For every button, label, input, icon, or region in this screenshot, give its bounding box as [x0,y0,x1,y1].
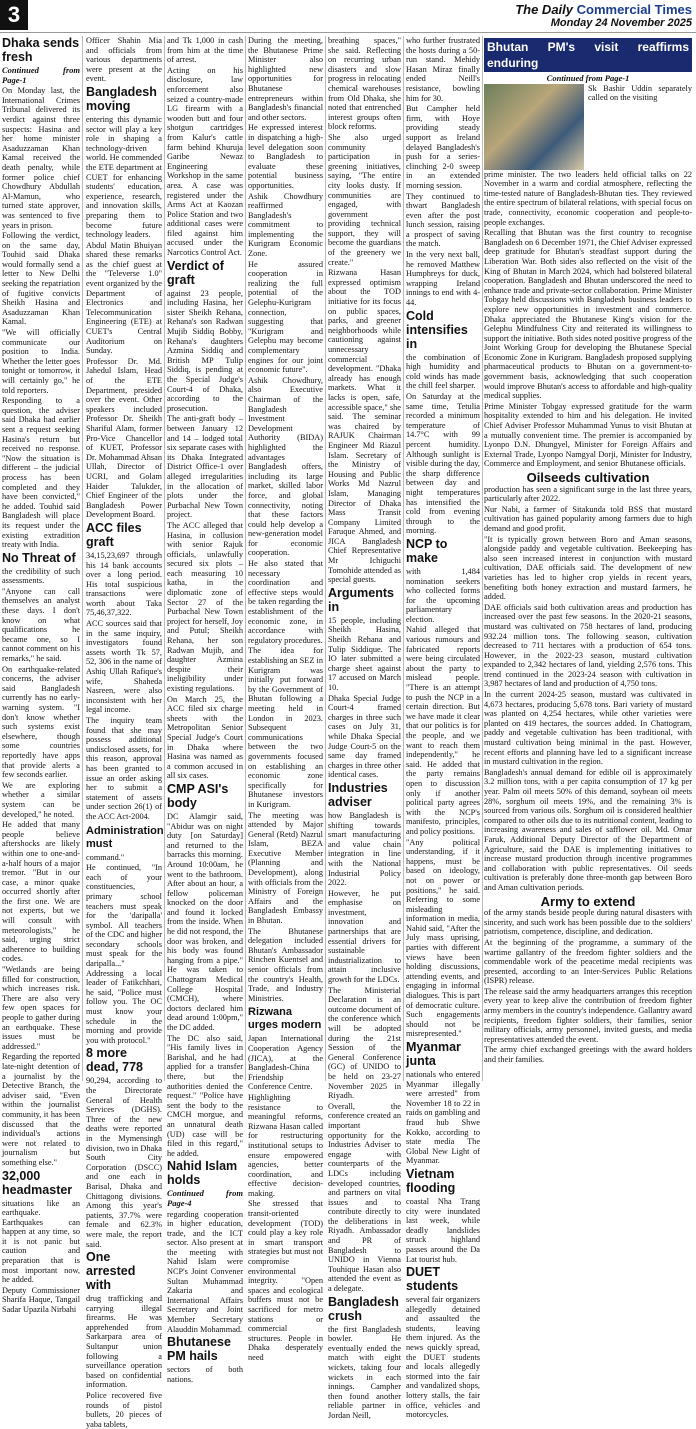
paragraph: Prime Minister Tobgay expressed gratitude for the warm hospitality extended to him and his delegation. He invited Chief Adviser Professor Muhammad Yunus to visit Bhutan at a mutually convenient time. The premier is accompanied by Lyonpo D.N. Dhungyel, Minister for Foreign Affairs and External Trade, Lyonpo Namgyal Dorji, Minister for Industry, Commerce and Employment, and senior Bhutanese officials. [484,401,692,469]
bhutan-body [484,170,692,469]
paragraph: Regarding the reported late-night detention of a journalist by the Detective Branch, the adviser said, "Even within the journalist community, it has been discussed that the individual's actions were not related to journalism but something else." [2,1052,80,1167]
paragraph: On Saturday at the same time, Tetulia recorded a minimum temperature of 14.7°C with 99 percent humidity. Although sunlight is visible during the day, the sharp difference between day and night temperatures has intensified the cold from evening through to the morning. [406,392,480,536]
paragraph: The Bhutanese delegation included Bhutan's Ambassador Rinchen Kuentsel and senior officials from the country's Health, Trade, and Industry Ministries. [248,926,323,1003]
paragraph: coastal Nha Trang city were inundated last week, while deadly landslides struck highland passes around the Da Lat tourist hub. [406,1196,480,1264]
headline: Verdict of graft [167,258,224,287]
masthead-date: Monday 24 November 2025 [550,17,692,29]
paragraph: Abdul Matin Bhuiyan shared these remarks as the chief guest at the "Televerse 1.0" event organized by the Department of Electronics and Telecommunication Engineering (ETE) at CUET's Central Auditorium on Sunday. [86,240,162,356]
paragraph: However, he put emphasise on investment, innovation and partnerships that are essential drivers for sustainable industrialization to attain inclusive growth for the LDCs. [328,888,401,985]
headline: No Threat of [2,550,76,565]
paragraph: The army chief exchanged greetings with the award holders and their families. [484,1045,692,1065]
paragraph: prime minister. The two leaders held official talks on 22 November in a warm and cordial atmosphere, reflecting the time-tested nature of Bangladesh-Bhutan ties. They reviewed the entire spectrum of bilateral relations, with special focus on trade, connectivity, economic cooperation and people-to-people exchanges. [484,169,692,227]
headline: Vietnam flooding [406,1166,456,1195]
paragraph: "It is typically grown between Boro and Aman seasons, alongside paddy and vegetable cultivation. Beekeeping has also seen increased interest in conjunction with mustard cultivation, DAE officials said. The development of new varieties has led to higher crop yields in recent years, benefiting both honey extraction and mustard farmers, he added. [484,534,692,602]
paragraph: Police recovered five rounds of pistol bullets, 20 pieces of yaba tablets, [86,1391,162,1429]
paragraph: Rizwana Hasan expressed optimism about the TOD initiative for its focus on public spaces, parks, and greener neighborhoods while cautioning against unnecessary commercial development. "Dhaka already has enough markets. What it lacks is open, safe, accessible space," she said. The seminar was chaired by RAJUK Chairman Engineer Md Riazul Islam. Secretary of the Ministry of Housing and Public Works Md Nazrul Islam, Managing Director of Dhaka Mass Transit Company Limited Faruque Ahmed, and JICA Bangladesh Chief Representative Mr Ichiguchi Tomohide attended as special guests. [328,268,401,585]
paragraph: "Wetlands are being filled for construction, which increases risk. There are also very few open spaces for people to gather during an earthquake. These issues must be addressed." [2,965,80,1051]
paragraph: "We will officially communicate our position to India. Whether the letter goes tonight or tomorrow, it will certainly go," he told reporters. [2,328,80,395]
paragraph: We are exploring whether a similar system can be developed," he noted. [2,780,80,819]
paragraph: Bangladesh's annual demand for edible oil is approximately 3.2 million tons, with a per capita consumption of 17 kg per year. Palm oil meets 50% of this demand, soybean oil meets 28%, sorghum oil meets 19%, and the remaining 3% is sourced from various oils. Sorghum oil is considered healthier compared to other oils due to its nutritional content, leading to increasing awareness and sales of safflower oil. Md. Omar Faruk, Additional Deputy Director of the Department of Agriculture, said the DAE is implementing initiatives to increase mustard production through incentive programmes and collaboration with public representatives. Oil seeds cultivation is preferably done three-month gap between Boro and Aman cultivation periods. [484,767,692,892]
paragraph: He expressed interest in dispatching a high-level delegation soon to Bangladesh to evaluate these potential business opportunities. [248,123,323,190]
headline: Bangladesh moving [86,84,157,113]
paragraph: The release said the army headquarters arranges this reception every year to keep alive the contribution of freedom fighter army members in the country's independence. Gallantry award recipients, freedom fighter soldiers, their families, senior military officials, army personnel, invited guests, and media representatives attended the event. [484,986,692,1044]
paragraph: entering this dynamic sector will play a key role in shaping a technology-driven world. He commended the ETE department at CUET for enhancing students' education, experience, research, and innovation skills, preparing them to become future technology leaders. [86,114,162,240]
paragraph: The DC also said, "His family lives in Barishal, and he had applied for a transfer there, but the authorities denied the request." "Police have sent the body to the CMCH morgue, and an unnatural death (UD) case will be filed in this regard," he added. [167,1033,243,1158]
paragraph: "Any political understanding, if it happens, must be based on ideology, not on power or positions," he said. Referring to some misleading information in media, Nahid said, "After the July mass uprising, parties with different views have been holding discussions, attending events, and engaging in informal dialogues. This is part of democratic culture. Such engagements should not be misrepresented." [406,837,480,1039]
bhutan-byline: Continued from Page-1 [546,73,630,83]
paragraph: The idea for establishing an SEZ in Kurigram was initially put forward by the Government of Bhutan following a meeting held in London in 2023. Subsequent communications between the two governments focused on establishing an economic zone specifically for Bhutanese investors in Kurigram. [248,646,323,809]
column-6 [406,36,480,1420]
headline: Nahid Islam holds [167,1159,238,1188]
headline: 8 more dead, 778 [86,1046,143,1075]
paragraph: regarding cooperation in higher education, trade, and the ICT sector. Also present at the meeting with Nahid Islam were NCP's Joint Convener Sultan Muhammad Zakaria and International Affairs Secretary and Joint Member Secretary Alauddin Mohammad. [167,1209,243,1334]
paragraph: The ACC alleged that Hasina, in collusion with senior Rajuk officials, unlawfully secured six plots – each measuring 10 katha, in the diplomatic zone of Sector 27 of the Purbachal New Town project for herself, Joy and Putul; Sheikh Rehana, her son Radwan Mujib, and daughter Azmina despite their ineligibility under existing regulations. [167,520,243,693]
headline: Administration must [86,824,164,850]
page-number: 3 [0,0,28,30]
column-1 [2,36,80,1315]
headline: Rizwana urges modern [248,1006,322,1032]
headline: Myanmar junta [406,1040,461,1068]
leaders-photo [484,84,584,170]
column-4 [248,36,323,1362]
paragraph: Ashik Chowdhury reaffirmed Bangladesh's commitment to implementing the Kurigram Economic Zone. [248,191,323,259]
bhutan-intro: Sk Bashir Uddin separately called on the visiting [588,83,692,103]
paragraph: ACC sources said that in the same inquiry, investigators found assets worth Tk 57, 52, 306 in the name of Ashiq Ullah Rafique's wife, Shaheda Nasreen, were also inconsistent with her legal income. [86,619,162,715]
paragraph: Deputy Commissioner Sharifa Haque, Tangail Sadar Upazila Nirbahi [2,1285,80,1315]
paragraph: But Campher held firm, with Hoye providing steady support as Ireland delayed Bangladesh's push for a series-clinching 2-0 sweep in an extended morning session. [406,104,480,190]
paragraph: situations like an earthquake. Earthquakes can happen at any time, so it is not panic but caution and preparation that is most important now, he added. [2,1198,80,1285]
headline: CMP ASI's body [167,781,229,810]
masthead [515,2,692,29]
paragraph: He assured cooperation in realizing the full potential of the Gelephu-Kurigram connection, suggesting that "Kurigram and Gelephu may become complementary engines for our joint economic future". [248,259,323,375]
oilseeds-headline: Oilseeds cultivation [526,470,650,485]
column-3 [167,36,243,1384]
paragraph: On March 25, the ACC filed six charge sheets with the Metropolitan Senior Special Judge's Court in Dhaka where Hasina was named as a common accused in all six cases. [167,694,243,781]
paragraph: and Tk 1,000 in cash from him at the time of arrest. [167,36,243,65]
masthead-name: Commercial Times [576,2,692,17]
paragraph: Overall, the conference created an important opportunity for the Industries Adviser to engage with counterparts of the LDCs including developed countries, and partners on vital issues and to contribute directly to the deliberations in Riyadh. Ambassador and PR of Bangladesh to UNIDO in Vienna Touhique Hasan also attended the event as a delegate. [328,1101,401,1294]
paragraph: She also urged community participation in greening initiatives, saying, "The entire city looks dusty. If communities are engaged, with government providing technical support, they will become the guardians of the greenery we create." [328,132,401,267]
paragraph: "Anyone can call themselves an analyst these days. I don't know on what qualifications he became one, so I cannot comment on his remarks," he said. [2,586,80,664]
paragraph: Following the verdict, on the same day, Touhid said Dhaka would formally send a letter to New Delhi seeking the repatriation of fugitive convicts Sheikh Hasina and Asaduzzaman Khan Kamal. [2,231,80,327]
paragraph: breathing spaces," she said. Reflecting on recurring urban disasters and slow progress in relocating chemical warehouses from Old Dhaka, she noted that entrenched interest groups often block reforms. [328,36,401,132]
paragraph: drug trafficking and carrying illegal firearms. He was apprehended from Sarkarpara area of Sultanpur union following a surveillance operation based on confidential information. [86,1294,162,1390]
paragraph: In the very next ball, he removed Matthew Humphreys for duck, wrapping Ireland innings to end with 4-44. [406,250,480,308]
paragraph: DAE officials said both cultivation areas and production has increased over the past few seasons. In the 2020-21 seasons, mustard was cultivated on 758 hectares of land, producing 932.24 million tons. The following season, cultivation decreased to 711 hectares with a production of 654 tons. However, in the 2022-23 season, mustard cultivation expanded to 2,342 hectares of land, yielding 2,576 tons. This trend continued in the 2023-24 season with cultivation in 3,987 hectares of land and production of 4,750 tons. [484,602,692,689]
paragraph: They continued to thwart Bangladesh even after the post lunch session, raising a prospect of saving the match. [406,191,480,249]
paragraph: production has seen a significant surge in the last three years, particularly after 2022. [484,484,692,504]
paragraph: 34,15,23,697 through his 14 bank accounts over a long period. His total suspicious transactions were worth about Taka 75,46,37,322. [86,550,162,618]
paragraph: He added that many people believe aftershocks are likely within one to one-and-a-half hours of a major tremor. "But in our case, a minor quake occurred shortly after the first one. We are not experts, but we will consult with meteorologists," he said, urging strict adherence to building codes. [2,820,80,964]
column-5 [328,36,401,1420]
paragraph: At the beginning of the programme, a summary of the wartime gallantry of the freedom fighter soldiers and the commendable work of the peacetime medal recipients was presented, according to an Inter-Services Public Relations (ISPR) release. [484,937,692,986]
headline: Arguments in [328,585,394,614]
continued-note: Continued from Page-4 [167,1188,243,1208]
paragraph: several fair organizers allegedly detained and assaulted the students, leaving them injured. As the news quickly spread, the DUET students and locals allegedly stormed into the fair and vandalized shops, lottery stalls, the fair office, vehicles and motorcycles. [406,1295,480,1420]
paragraph: the first Bangladesh bowler. He eventually ended the match with eight wickets, taking four wickets in each innings. Campher then found another reliable partner in Jordan Neill, [328,1324,401,1420]
paragraph: Officer Shahin Mia and officials from various departments were present at the event. [86,36,162,84]
headline: Dhaka sends fresh [2,36,80,64]
headline: NCP to make [406,536,448,565]
paragraph: the combination of high humidity and cold winds has made the chill feel sharper. [406,352,480,391]
army-headline: Army to extend [540,893,636,909]
paragraph: DC Alamgir said, "Abidur was on night duty [on Saturday] and returned to the barracks this morning. Around 10:00am, he went to the bathroom. After about an hour, a fellow policeman knocked on the door and found it locked from the inside. When he did not respond, the door was broken, and his body was found hanging from a pipe." He was taken to Chattogram Medical College Hospital (CMCH), where doctors declared him dead around 1:00pm," the DC added. [167,811,243,1032]
paragraph: of the army stands beside people during natural disasters with sincerity, and such work has been possible due to the soldiers' patriotism, competence, discipline, and dedication. [484,908,692,937]
paragraph: Acting on his disclosure, law enforcement also seized a country-made LG firearm with a wooden butt and four shotgun cartridges from Kalur's cattle farm behind Khuruja Garibe Newaz Engineering Workshop in the same area. A case was registered under the Arms Act at Kaozan Police Station and two additional cases were filed against him accused under the Narcotics Control Act. [167,65,243,258]
paragraph: Professor Dr. Md. Jahedul Islam, Head of the ETE Department, presided over the event. Other speakers included Professor Dr. Sheikh Shariful Alam, former Pro-Vice Chancellor of KUET, Professor Dr. Mohammad Ahsan Ullah, Director of UCRI, and Golam Haider Talukder, Chief Engineer of the Bangladesh Power Development Board. [86,356,162,520]
paragraph: Highlighting resistance to meaningful reforms, Rizwana Hasan called for restructuring institutional setups to ensure empowered agencies, better coordination, and effective decision-making. [248,1092,323,1198]
paragraph: who further frustrated the hosts during a 50-run stand. Mehidy Hasan Miraz finally ended Neill's resistance, bowling him for 30. [406,36,480,103]
bhutan-headline: Bhutan PM's visit reaffirms enduring [484,38,692,72]
paragraph: 15 people, including Sheikh Hasina, Sheikh Rehana and Tulip Siddique. The IO later submitted a charge sheet against 17 accused on March 10. [328,615,401,692]
page-header [0,0,696,33]
column-2 [86,36,164,1429]
paragraph: Nahid alleged that various rumours and fabricated reports were being circulated about the party to mislead people. "There is an attempt to push the NCP in a certain direction. But we have made it clear that our politics is for the people, and we want to reach them independently," he said. He added that the party remains open to discussion only if another political party agrees with the NCP's manifesto, principles, and policy positions. [406,625,480,836]
paragraph: During the meeting, the Bhutanese Prime Minister also highlighted new opportunities for Bhutanese entrepreneurs within Bangladesh's financial and other sectors. [248,36,323,122]
headline: ACC files graft [86,520,142,549]
paragraph: command." [86,852,125,862]
bhutan-article [484,38,692,1082]
paragraph: The meeting was attended by Major General (Retd) Nazrul Islam, BEZA Executive Member (Planning and Development), along with officials from the Ministry of Foreign Affairs and the Bangladesh Embassy in Bhutan. [248,810,323,926]
headline: One arrested with [86,1250,136,1293]
oilseeds-body [484,485,692,893]
paragraph: Recalling that Bhutan was the first country to recognise Bangladesh on 6 December 1971, the Chief Adviser expressed deep gratitude for Bhutan's steadfast support during the Liberation War. Both sides also reflected on the visit of the King of Bhutan in March 2024, which had bolstered bilateral cooperation. Bangladesh and Bhutan underscored the need to enhance trade and private-sector collaboration. Prime Minister Tobgay held discussions with Bangladesh business leaders to explore new opportunities in investment and commerce. Dhaka appreciated the Bhutanese King's vision for the Gelephu Mindfulness City and reiterated its willingness to support the initiative. Both sides noted positive progress of the Joint Working Group for developing the Bhutanese Special Economic Zone in Kurigram. Bangladesh proposed supplying pharmaceutical products to Bhutan on a government-to-government basis, acknowledging that such cooperation would improve Bhutan's access to affordable and high-quality medical supplies. [484,228,692,401]
paragraph: nationals who entered Myanmar illegally were arrested" from November 18 to 22 in raids on gambling and fraud hub Shwe Kokko, according to state media The Global New Light of Myanmar. [406,1070,480,1166]
paragraph: Dhaka Special Judge Court-4 framed charges in three such cases on July 31, while Dhaka Special Judge Court-5 on the same day framed charges in three other identical cases. [328,693,401,780]
paragraph: Ashik Chowdhury, also Executive Chairman of the Bangladesh Investment Development Authority (BIDA) highlighted the advantages Bangladesh offers, including its large market, skilled labor force, and global connectivity, noting that these factors could help develop a new-generation model for economic cooperation. [248,375,323,558]
headline: DUET students [406,1265,459,1294]
paragraph: He continued, "In each of your constituencies, primary school teachers must speak for the 'daripalla' symbol. All teachers of the CDC and higher secondary schools must speak for the daripalla..." Addressing a local leader of Fatikchhari, he said, "Police must follow you. The OC must know your schedule in the morning and provide you with protocol." [86,863,162,1045]
paragraph: against 23 people, including Hasina, her sister Sheikh Rehana, Rehana's son Radwan Mujib Siddiq Bobby, Rehana's daughters Azmina Siddiq and British MP Tulip Siddiq, is pending at the Special Judge's Court-4 of Dhaka, according to the prosecution. [167,288,243,413]
paragraph: the credibility of such assessments. [2,566,80,586]
headline: Cold intensifies in [406,308,468,351]
paragraph: Responding to a question, the adviser said Dhaka had earlier sent a request seeking Hasina's return but received no response. "Now the situation is different – the judicial process has been completed and they have been convicted," he added. Touhid said Bangladesh will place its request under the existing extradition treaty with India. [2,396,80,550]
paragraph: She stressed that transit-oriented development (TOD) could play a key role in smart transport strategies but must not compromise environmental integrity. "Open spaces and ecological buffers must not be sacrificed for metro stations or commercial structures. People in Dhaka desperately need [248,1199,323,1362]
headline: Industries adviser [328,780,388,809]
paragraph: On Monday last, the International Crimes Tribunal delivered its verdict against three suspects: Hasina and her home minister Asaduzzaman Khan Kamal received the death penalty, while former police chief Chowdhury Abdullah Al-Mamun, who turned state approver, was sentenced to five years in prison. [2,86,80,230]
army-body [484,908,692,1065]
paragraph: The inquiry team found that she may possess additional undisclosed assets, for this reason, approval has been granted to issue an order asking her to submit a statement of assets under section 26(1) of the ACC Act-2004. [86,716,162,821]
paragraph: In the current 2024-25 season, mustard was cultivated in 4,673 hectares, producing 5,678 tons. Bari variety of mustard was planted on 4,254 hectares, while other varieties were planted on 419 hectares, the sources added. In Chattogram, paddy and vegetable cultivation has been traditional, with mustard cultivation being minimal in the past. However, recent efforts and planning have led to a significant increase in mustard cultivation in the region. [484,690,692,767]
headline: Bangladesh crush [328,1294,399,1323]
paragraph: Japan International Cooperation Agency (JICA), at the Bangladesh-China Friendship Conference Centre. [248,1034,323,1092]
paragraph: sectors of both nations. [167,1365,243,1384]
masthead-prefix: The Daily [515,2,573,17]
paragraph: 90,294, according to the Directorate General of Health Services (DGHS). Three of the new deaths were reported in the Mymensingh division, two in Dhaka South City Corporation (DSCC) and one each in Barisal, Dhaka and Chittagong divisions. Among this year's patients, 37.7% were female and 62.3% were male, the report said. [86,1076,162,1249]
paragraph: On earthquake-related concerns, the adviser said Bangladesh currently has no early-warning system. "I don't know whether such systems exist elsewhere, though some countries reportedly have apps that provide alerts a few seconds earlier. [2,664,80,780]
paragraph: The Ministerial Declaration is an outcome document of the conference which will be adopted during the 21st Session of the General Conference (GC) of UNIDO to be held on 23-27 November 2025 in Riyadh. [328,985,401,1101]
paragraph: Nur Nabi, a farmer of Sitakunda told BSS that mustard cultivation has gained popularity among farmers due to high demand and good profit. [484,504,692,533]
paragraph: with 1,484 nomination seekers who collected forms for the upcoming parliamentary election. [406,566,480,624]
paragraph: The anti-graft body – between January 12 and 14 – lodged total six separate cases with its Dhaka Integrated District Office-1 over alleged irregularities in the allocation of plots under the Purbachal New Town project. [167,414,243,520]
paragraph: He also stated that necessary coordination and effective steps would be taken regarding the establishment of the economic zone, in accordance with regulatory procedures. [248,559,323,645]
paragraph: how Bangladesh is shifting towards smart manufacturing and value chain integration in line with the National Industrial Policy 2022. [328,810,401,888]
continued-note: Continued from Page-1 [2,65,80,85]
headline: Bhutanese PM hails [167,1335,231,1364]
headline: 32,000 headmaster [2,1168,73,1197]
